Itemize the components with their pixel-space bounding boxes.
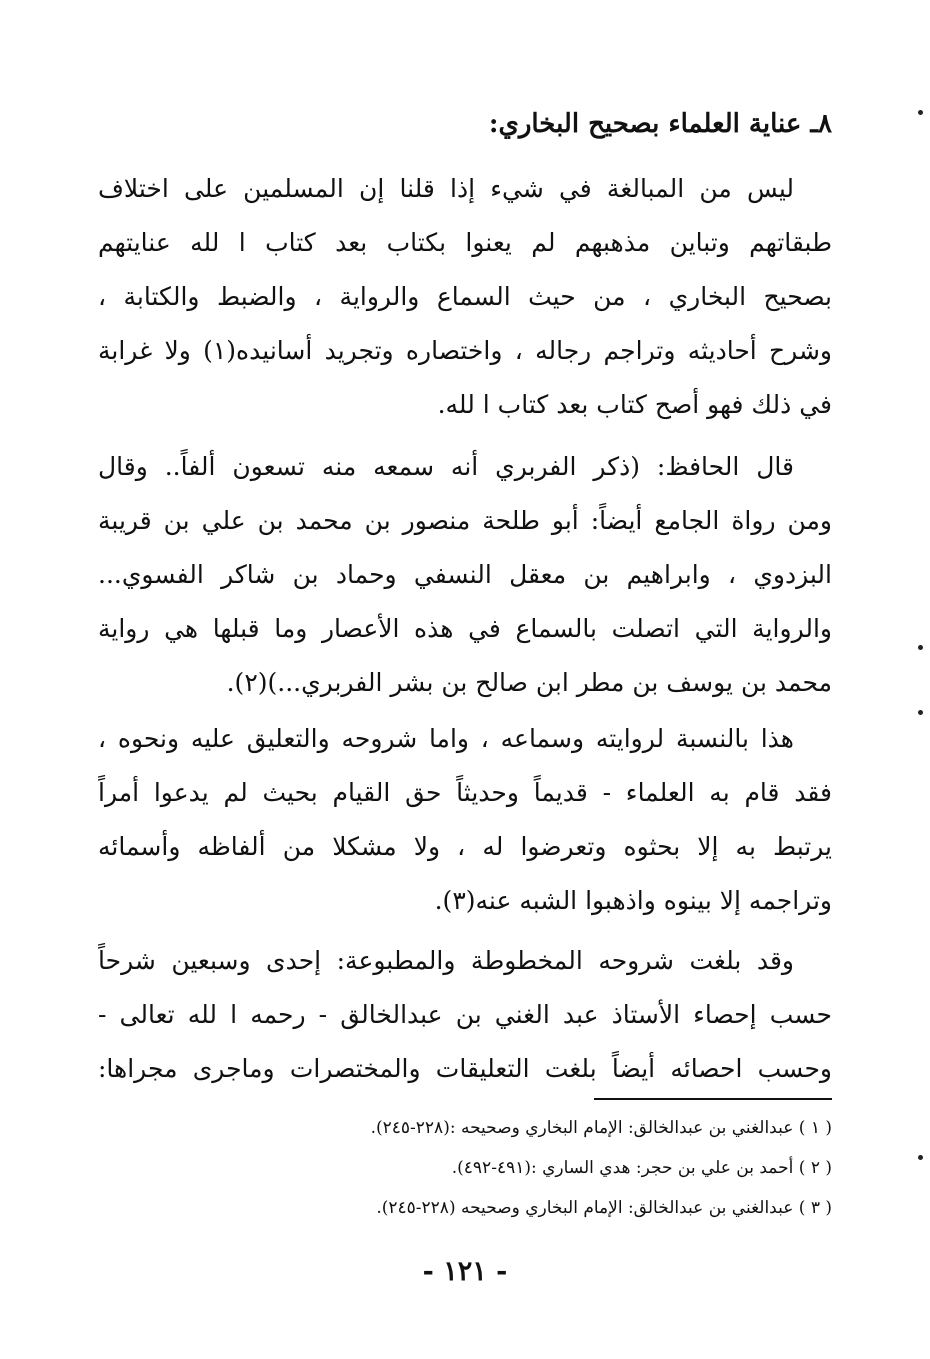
footnote-divider [594, 1098, 832, 1100]
paragraph-line: محمد بن يوسف بن مطر ابن صالح بن بشر الفربري...)(٢). [226, 668, 832, 697]
paragraph-line: هذا بالنسبة لروايته وسماعه ، واما شروحه والتعليق عليه ونحوه ، [98, 724, 794, 753]
paragraph-line: وتراجمه إلا بينوه واذهبوا الشبه عنه(٣). [434, 886, 832, 915]
paragraph-4 [98, 934, 832, 1096]
paragraph-line: فقد قام به العلماء - قديماً وحديثاً حق القيام بحيث لم يدعوا أمراً [98, 778, 832, 807]
page-number: - ١٢١ - [422, 1256, 508, 1287]
paragraph-line: وقد بلغت شروحه المخطوطة والمطبوعة: إحدى وسبعين شرحاً [98, 946, 794, 975]
paragraph-line: بصحيح البخاري ، من حيث السماع والرواية ، والضبط والكتابة ، [98, 282, 832, 311]
margin-dot [918, 1155, 923, 1160]
section-heading: ٨ـ عناية العلماء بصحيح البخاري: [488, 109, 832, 139]
paragraph-line: حسب إحصاء الأستاذ عبد الغني بن عبدالخالق - رحمه ا لله تعالى - [98, 1000, 832, 1029]
margin-dot [918, 645, 923, 650]
paragraph-line: يرتبط به إلا بحثوه وتعرضوا له ، ولا مشكلا من ألفاظه وأسمائه [98, 832, 832, 861]
paragraph-2 [98, 440, 832, 710]
paragraph-line: البزدوي ، وابراهيم بن معقل النسفي وحماد بن شاكر الفسوي... [98, 560, 832, 589]
margin-dot [918, 110, 923, 115]
paragraph-line: والرواية التي اتصلت بالسماع في هذه الأعصار وما قبلها هي رواية [98, 614, 832, 643]
paragraph-line: في ذلك فهو أصح كتاب بعد كتاب ا لله. [437, 390, 832, 419]
paragraph-3 [98, 712, 832, 928]
paragraph-line: وحسب احصائه أيضاً بلغت التعليقات والمختصرات وماجرى مجراها: [98, 1054, 832, 1083]
footnotes [98, 1108, 832, 1228]
paragraph-line: ومن رواة الجامع أيضاً: أبو طلحة منصور بن محمد بن علي بن قريبة [98, 506, 832, 535]
paragraph-line: ليس من المبالغة في شيء إذا قلنا إن المسلمين على اختلاف [98, 174, 794, 203]
footnote-2: ( ٢ ) أحمد بن علي بن حجر: هدي الساري :(٤٩١-٤٩٢). [451, 1158, 832, 1178]
margin-dot [918, 710, 923, 715]
paragraph-1 [98, 162, 832, 432]
paragraph-line: وشرح أحاديثه وتراجم رجاله ، واختصاره وتجريد أسانيده(١) ولا غرابة [98, 336, 832, 365]
footnote-3: ( ٣ ) عبدالغني بن عبدالخالق: الإمام البخاري وصحيحه (٢٢٨-٢٤٥). [376, 1198, 832, 1218]
footnote-1: ( ١ ) عبدالغني بن عبدالخالق: الإمام البخاري وصحيحه :(٢٢٨-٢٤٥). [370, 1118, 832, 1138]
paragraph-line: قال الحافظ: (ذكر الفربري أنه سمعه منه تسعون ألفاً.. وقال [98, 452, 794, 481]
paragraph-line: طبقاتهم وتباين مذهبهم لم يعنوا بكتاب بعد كتاب ا لله عنايتهم [98, 228, 832, 257]
